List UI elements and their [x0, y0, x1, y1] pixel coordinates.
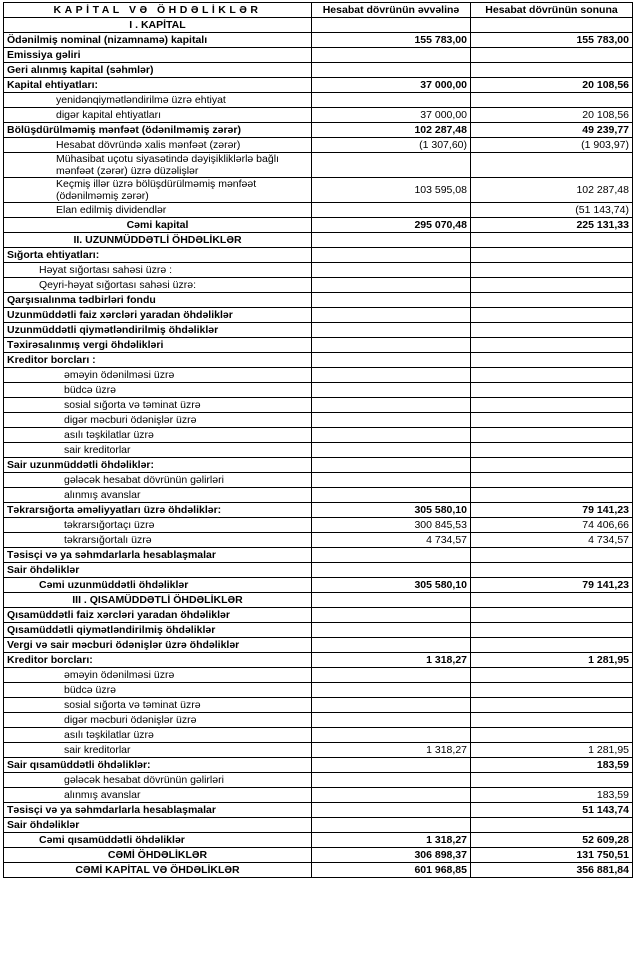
- table-row: [4, 178, 633, 203]
- row-value-end: [471, 383, 633, 398]
- row-value-end: [471, 398, 633, 413]
- row-value-end: [471, 353, 633, 368]
- table-row: [4, 428, 633, 443]
- table-row: [4, 48, 633, 63]
- row-value-begin: 305 580,10: [312, 503, 471, 518]
- row-value-end: [471, 263, 633, 278]
- table-row: [4, 93, 633, 108]
- row-label: Vergi və sair məcburi ödənişlər üzrə öhdəliklər: [4, 638, 312, 653]
- row-label: gələcək hesabat dövrünün gəlirləri: [4, 473, 312, 488]
- row-value-end: [471, 713, 633, 728]
- row-value-begin: 37 000,00: [312, 78, 471, 93]
- row-value-begin: 103 595,08: [312, 178, 471, 203]
- row-label: alınmış avanslar: [4, 788, 312, 803]
- row-value-begin: [312, 683, 471, 698]
- row-value-begin: [312, 818, 471, 833]
- row-value-end: 79 141,23: [471, 503, 633, 518]
- row-label: Sair uzunmüddətli öhdəliklər:: [4, 458, 312, 473]
- row-value-begin: [312, 563, 471, 578]
- row-label: Uzunmüddətli qiymətləndirilmiş öhdəliklər: [4, 323, 312, 338]
- row-value-begin: [312, 293, 471, 308]
- row-label: sosial sığorta və təminat üzrə: [4, 398, 312, 413]
- table-row: [4, 863, 633, 878]
- row-label: II. UZUNMÜDDƏTLİ ÖHDƏLİKLƏR: [4, 233, 312, 248]
- table-row: [4, 33, 633, 48]
- table-row: [4, 608, 633, 623]
- row-value-begin: [312, 323, 471, 338]
- row-value-end: 20 108,56: [471, 78, 633, 93]
- row-label: Geri alınmış kapital (səhmlər): [4, 63, 312, 78]
- row-label: III . QISAMÜDDƏTLİ ÖHDƏLİKLƏR: [4, 593, 312, 608]
- row-label: Təkrarsığorta əməliyyatları üzrə öhdəliklər:: [4, 503, 312, 518]
- row-value-end: [471, 48, 633, 63]
- row-value-end: 49 239,77: [471, 123, 633, 138]
- table-row: [4, 203, 633, 218]
- row-label: Elan edilmiş dividendlər: [4, 203, 312, 218]
- table-row: [4, 233, 633, 248]
- row-value-end: [471, 608, 633, 623]
- row-value-end: [471, 698, 633, 713]
- row-label: büdcə üzrə: [4, 383, 312, 398]
- row-label: gələcək hesabat dövrünün gəlirləri: [4, 773, 312, 788]
- table-row: [4, 503, 633, 518]
- row-value-end: [471, 93, 633, 108]
- row-value-end: 183,59: [471, 758, 633, 773]
- header-period-begin: Hesabat dövrünün əvvəlinə: [312, 3, 471, 18]
- table-row: [4, 108, 633, 123]
- row-value-end: [471, 248, 633, 263]
- row-label: I . KAPİTAL: [4, 18, 312, 33]
- row-value-end: [471, 638, 633, 653]
- row-value-end: 52 609,28: [471, 833, 633, 848]
- row-value-end: [471, 413, 633, 428]
- row-label: digər məcburi ödənişlər üzrə: [4, 713, 312, 728]
- table-row: [4, 413, 633, 428]
- row-value-end: 74 406,66: [471, 518, 633, 533]
- row-value-end: [471, 488, 633, 503]
- row-value-begin: 306 898,37: [312, 848, 471, 863]
- row-value-end: [471, 153, 633, 178]
- row-label: Bölüşdürülməmiş mənfəət (ödənilməmiş zərər): [4, 123, 312, 138]
- table-row: [4, 623, 633, 638]
- table-row: [4, 698, 633, 713]
- row-value-begin: [312, 443, 471, 458]
- row-value-begin: 300 845,53: [312, 518, 471, 533]
- row-value-begin: 1 318,27: [312, 653, 471, 668]
- row-value-end: 102 287,48: [471, 178, 633, 203]
- row-value-begin: [312, 413, 471, 428]
- row-value-begin: 4 734,57: [312, 533, 471, 548]
- row-value-begin: 1 318,27: [312, 743, 471, 758]
- row-label: Hesabat dövründə xalis mənfəət (zərər): [4, 138, 312, 153]
- table-row: [4, 308, 633, 323]
- row-value-begin: [312, 203, 471, 218]
- row-value-begin: [312, 473, 471, 488]
- row-label: Kreditor borcları:: [4, 653, 312, 668]
- table-row: [4, 788, 633, 803]
- table-row: [4, 338, 633, 353]
- row-label: büdcə üzrə: [4, 683, 312, 698]
- row-value-begin: [312, 153, 471, 178]
- row-value-begin: [312, 713, 471, 728]
- table-row: [4, 653, 633, 668]
- row-label: digər məcburi ödənişlər üzrə: [4, 413, 312, 428]
- table-row: [4, 848, 633, 863]
- header-row: [4, 3, 633, 18]
- row-value-end: [471, 623, 633, 638]
- row-label: Cəmi qısamüddətli öhdəliklər: [4, 833, 312, 848]
- row-value-end: 356 881,84: [471, 863, 633, 878]
- row-value-end: (1 903,97): [471, 138, 633, 153]
- row-value-begin: 295 070,48: [312, 218, 471, 233]
- row-value-begin: [312, 278, 471, 293]
- row-value-end: [471, 233, 633, 248]
- table-row: [4, 443, 633, 458]
- row-value-end: [471, 668, 633, 683]
- row-value-end: 4 734,57: [471, 533, 633, 548]
- table-row: [4, 728, 633, 743]
- table-row: [4, 293, 633, 308]
- row-value-end: [471, 443, 633, 458]
- row-value-begin: [312, 638, 471, 653]
- row-label: CƏMİ KAPİTAL VƏ ÖHDƏLİKLƏR: [4, 863, 312, 878]
- row-label: yenidənqiymətləndirilmə üzrə ehtiyat: [4, 93, 312, 108]
- row-label: Sığorta ehtiyatları:: [4, 248, 312, 263]
- row-value-end: [471, 338, 633, 353]
- row-value-end: [471, 278, 633, 293]
- table-row: [4, 138, 633, 153]
- row-value-end: 183,59: [471, 788, 633, 803]
- row-label: digər kapital ehtiyatları: [4, 108, 312, 123]
- table-row: [4, 63, 633, 78]
- row-value-begin: [312, 18, 471, 33]
- row-value-end: [471, 293, 633, 308]
- row-label: Qarşısıalınma tədbirləri fondu: [4, 293, 312, 308]
- row-value-begin: [312, 758, 471, 773]
- row-label: Həyat sığortası sahəsi üzrə :: [4, 263, 312, 278]
- table-row: [4, 218, 633, 233]
- row-value-begin: [312, 728, 471, 743]
- row-value-end: 79 141,23: [471, 578, 633, 593]
- row-value-end: 20 108,56: [471, 108, 633, 123]
- row-value-end: (51 143,74): [471, 203, 633, 218]
- row-label: təkrarsığortalı üzrə: [4, 533, 312, 548]
- header-period-end: Hesabat dövrünün sonuna: [471, 3, 633, 18]
- row-label: Uzunmüddətli faiz xərcləri yaradan öhdəliklər: [4, 308, 312, 323]
- row-value-end: 131 750,51: [471, 848, 633, 863]
- row-label: asılı təşkilatlar üzrə: [4, 728, 312, 743]
- row-label: Cəmi uzunmüddətli öhdəliklər: [4, 578, 312, 593]
- table-row: [4, 323, 633, 338]
- table-row: [4, 518, 633, 533]
- row-value-begin: 601 968,85: [312, 863, 471, 878]
- row-value-end: 1 281,95: [471, 653, 633, 668]
- table-row: [4, 458, 633, 473]
- row-value-begin: 305 580,10: [312, 578, 471, 593]
- table-row: [4, 578, 633, 593]
- row-value-begin: [312, 93, 471, 108]
- table-row: [4, 78, 633, 93]
- row-label: Sair öhdəliklər: [4, 818, 312, 833]
- row-value-begin: 155 783,00: [312, 33, 471, 48]
- row-label: əməyin ödənilməsi üzrə: [4, 368, 312, 383]
- row-label: asılı təşkilatlar üzrə: [4, 428, 312, 443]
- row-value-end: [471, 473, 633, 488]
- row-label: Sair qısamüddətli öhdəliklər:: [4, 758, 312, 773]
- row-value-end: [471, 18, 633, 33]
- table-row: [4, 533, 633, 548]
- row-value-end: [471, 728, 633, 743]
- row-label: Kapital ehtiyatları:: [4, 78, 312, 93]
- row-value-begin: [312, 368, 471, 383]
- table-row: [4, 803, 633, 818]
- row-value-end: [471, 593, 633, 608]
- row-label: sosial sığorta və təminat üzrə: [4, 698, 312, 713]
- table-row: [4, 473, 633, 488]
- row-value-begin: [312, 353, 471, 368]
- header-liabilities: KAPİTAL VƏ ÖHDƏLİKLƏR: [4, 3, 312, 18]
- row-value-begin: [312, 788, 471, 803]
- row-value-begin: [312, 488, 471, 503]
- row-value-begin: 37 000,00: [312, 108, 471, 123]
- row-value-begin: [312, 308, 471, 323]
- row-value-end: [471, 308, 633, 323]
- row-label: Mühasibat uçotu siyasətində dəyişikliklərlə bağlı mənfəət (zərər) üzrə düzəlişlər: [4, 153, 312, 178]
- row-value-begin: (1 307,60): [312, 138, 471, 153]
- row-value-begin: [312, 458, 471, 473]
- table-row: [4, 398, 633, 413]
- row-value-end: 155 783,00: [471, 33, 633, 48]
- table-row: [4, 563, 633, 578]
- row-label: alınmış avanslar: [4, 488, 312, 503]
- table-row: [4, 383, 633, 398]
- balance-sheet-table: [3, 2, 633, 878]
- table-row: [4, 743, 633, 758]
- row-value-end: [471, 683, 633, 698]
- table-row: [4, 713, 633, 728]
- table-row: [4, 153, 633, 178]
- row-label: sair kreditorlar: [4, 443, 312, 458]
- balance-sheet-body: [4, 3, 633, 878]
- row-value-begin: [312, 398, 471, 413]
- row-value-end: [471, 773, 633, 788]
- row-label: Keçmiş illər üzrə bölüşdürülməmiş mənfəət (ödənilməmiş zərər): [4, 178, 312, 203]
- row-value-begin: [312, 593, 471, 608]
- table-row: [4, 548, 633, 563]
- table-row: [4, 773, 633, 788]
- table-row: [4, 18, 633, 33]
- row-label: Ödənilmiş nominal (nizamnamə) kapitalı: [4, 33, 312, 48]
- table-row: [4, 353, 633, 368]
- row-label: Qısamüddətli faiz xərcləri yaradan öhdəliklər: [4, 608, 312, 623]
- row-value-begin: 1 318,27: [312, 833, 471, 848]
- row-label: Kreditor borcları :: [4, 353, 312, 368]
- row-label: Qeyri-həyat sığortası sahəsi üzrə:: [4, 278, 312, 293]
- row-value-begin: [312, 48, 471, 63]
- row-value-begin: [312, 773, 471, 788]
- row-value-end: [471, 63, 633, 78]
- row-value-begin: [312, 608, 471, 623]
- row-label: Cəmi kapital: [4, 218, 312, 233]
- row-label: Təxirəsalınmış vergi öhdəlikləri: [4, 338, 312, 353]
- row-value-begin: [312, 428, 471, 443]
- row-label: Emissiya gəliri: [4, 48, 312, 63]
- row-value-begin: [312, 233, 471, 248]
- row-label: CƏMİ ÖHDƏLİKLƏR: [4, 848, 312, 863]
- row-label: təkrarsığortaçı üzrə: [4, 518, 312, 533]
- row-value-end: [471, 368, 633, 383]
- row-value-begin: [312, 63, 471, 78]
- row-value-begin: [312, 338, 471, 353]
- row-value-end: 1 281,95: [471, 743, 633, 758]
- row-label: Təsisçi və ya səhmdarlarla hesablaşmalar: [4, 548, 312, 563]
- row-value-end: [471, 818, 633, 833]
- table-row: [4, 278, 633, 293]
- row-value-begin: [312, 548, 471, 563]
- table-row: [4, 638, 633, 653]
- row-label: sair kreditorlar: [4, 743, 312, 758]
- row-label: Qısamüddətli qiymətləndirilmiş öhdəliklər: [4, 623, 312, 638]
- table-row: [4, 758, 633, 773]
- row-value-end: [471, 458, 633, 473]
- row-label: əməyin ödənilməsi üzrə: [4, 668, 312, 683]
- row-value-begin: [312, 248, 471, 263]
- row-value-begin: [312, 623, 471, 638]
- row-value-end: 51 143,74: [471, 803, 633, 818]
- table-row: [4, 263, 633, 278]
- row-label: Təsisçi və ya səhmdarlarla hesablaşmalar: [4, 803, 312, 818]
- row-value-end: [471, 428, 633, 443]
- row-value-end: [471, 563, 633, 578]
- table-row: [4, 123, 633, 138]
- table-row: [4, 488, 633, 503]
- table-row: [4, 818, 633, 833]
- table-row: [4, 593, 633, 608]
- table-row: [4, 248, 633, 263]
- table-row: [4, 833, 633, 848]
- row-value-begin: [312, 803, 471, 818]
- table-row: [4, 683, 633, 698]
- row-value-end: [471, 548, 633, 563]
- row-label: Sair öhdəliklər: [4, 563, 312, 578]
- row-value-begin: [312, 383, 471, 398]
- table-row: [4, 368, 633, 383]
- row-value-end: 225 131,33: [471, 218, 633, 233]
- row-value-begin: 102 287,48: [312, 123, 471, 138]
- row-value-begin: [312, 698, 471, 713]
- row-value-end: [471, 323, 633, 338]
- row-value-begin: [312, 263, 471, 278]
- table-row: [4, 668, 633, 683]
- row-value-begin: [312, 668, 471, 683]
